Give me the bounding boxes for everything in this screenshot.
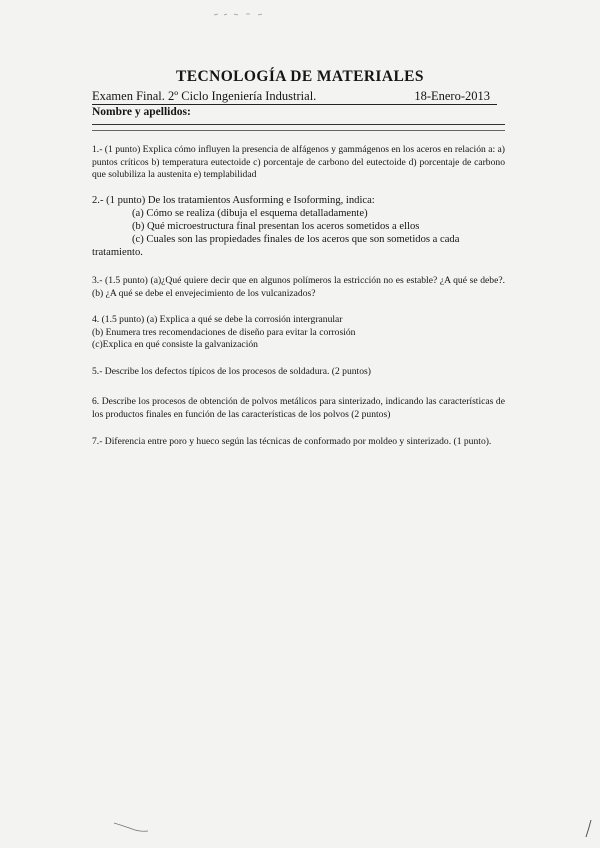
exam-date: 18-Enero-2013: [414, 89, 490, 103]
question-4-part-a: 4. (1.5 punto) (a) Explica a qué se debe la corrosión intergranular: [92, 314, 343, 325]
question-3: 3.- (1.5 punto) (a)¿Qué quiere decir que en algunos polímeros la estricción no es estable? ¿A qué se debe?.(b) ¿A qué se debe el envejecimiento de los vulcanizados?: [92, 275, 505, 299]
question-4-part-c: (c)Explica en qué consiste la galvanización: [92, 339, 258, 350]
question-2-part-a: (a) Cómo se realiza (dibuja el esquema detalladamente): [132, 208, 368, 219]
pen-mark-corner: [583, 818, 595, 840]
name-field-label: Nombre y apellidos:: [92, 106, 191, 118]
question-7: 7.- Diferencia entre poro y hueco según las técnicas de conformado por moldeo y sinterizado. (1 punto).: [92, 436, 492, 447]
question-1: 1.- (1 punto) Explica cómo influyen la presencia de alfágenos y gammágenos en los aceros en relación a: a) puntos críticos b) temperatura eutectoide c) porcentaje de carbono del eutectoide d) porcentaje de carbono que solubiliza la austenita e) templabilidad: [92, 144, 505, 180]
question-2: [92, 194, 505, 259]
divider-name-secondary: [92, 130, 505, 131]
question-2-part-c-continued: tratamiento.: [92, 247, 143, 258]
question-4: [92, 314, 505, 352]
question-4-part-b: (b) Enumera tres recomendaciones de diseño para evitar la corrosión: [92, 326, 356, 338]
pen-mark-bottom: [112, 820, 152, 834]
exam-info-line: [92, 89, 502, 104]
question-6: 6. Describe los procesos de obtención de polvos metálicos para sinterizado, indicando las características de los productos finales en función de las características de los polvos (2 puntos): [92, 396, 505, 420]
divider-top: [92, 104, 497, 105]
scan-speck-top: [212, 10, 272, 18]
question-5: 5.- Describe los defectos típicos de los procesos de soldadura. (2 puntos): [92, 366, 371, 377]
page-title: TECNOLOGÍA DE MATERIALES: [176, 68, 424, 85]
question-2-part-b: (b) Qué microestructura final presentan los aceros sometidos a ellos: [132, 221, 420, 232]
question-2-intro: 2.- (1 punto) De los tratamientos Ausforming e Isoforming, indica:: [92, 195, 375, 206]
divider-name: [92, 124, 505, 125]
exam-description: Examen Final. 2º Ciclo Ingeniería Industrial.: [92, 89, 317, 103]
question-2-part-c: (c) Cuales son las propiedades finales de los aceros que son sometidos a cada: [132, 234, 460, 245]
